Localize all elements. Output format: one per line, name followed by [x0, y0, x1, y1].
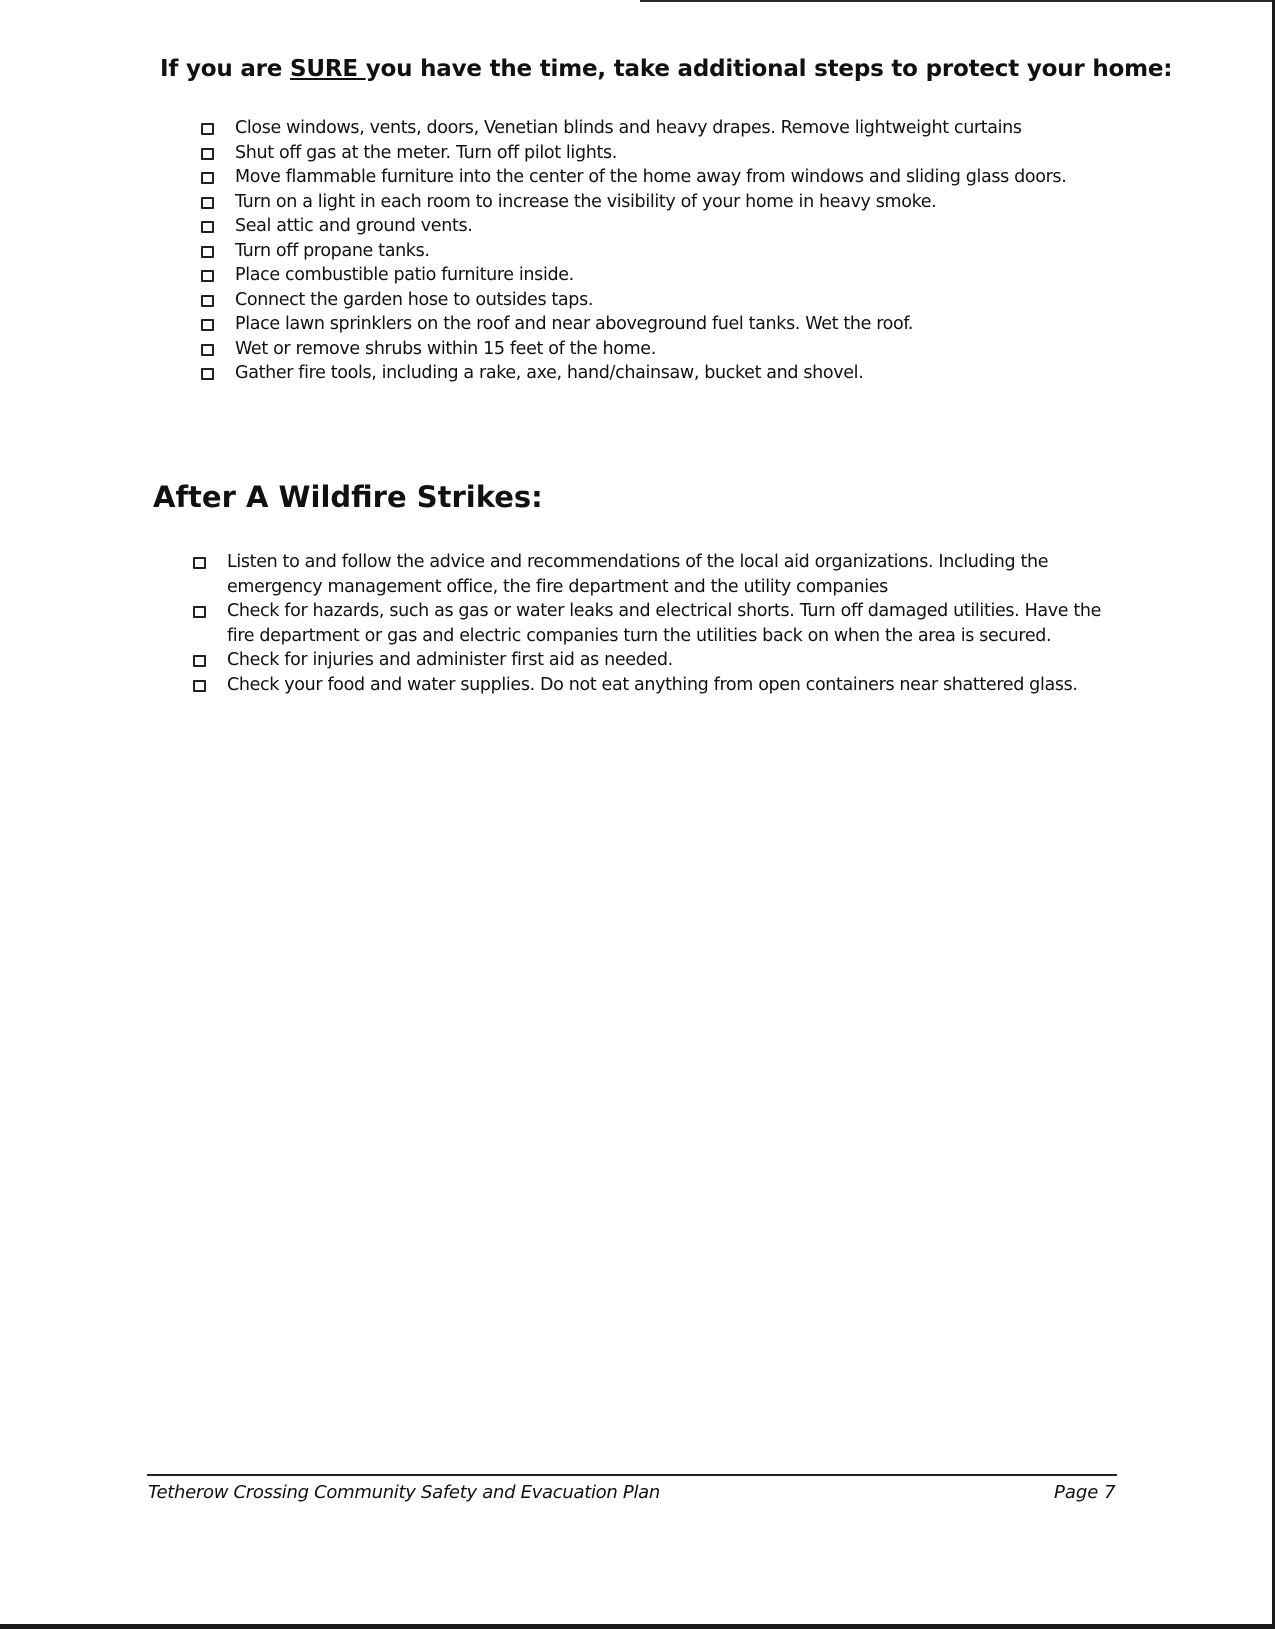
checklist-item-text: Listen to and follow the advice and recommendations of the local aid organizations. Including the emergency management office, the fire department and the utility companies — [227, 552, 1049, 597]
checkbox-icon — [201, 344, 214, 356]
checkbox-icon — [201, 368, 214, 380]
checklist-item — [201, 165, 1101, 190]
steps-heading-emphasis: SURE — [290, 56, 366, 82]
footer-title: Tetherow Crossing Community Safety and Evacuation Plan — [148, 1482, 661, 1503]
checklist-item-text: Check for hazards, such as gas or water leaks and electrical shorts. Turn off damaged utilities. Have the fire department or gas and electric companies turn the utilities back on when the area is secured. — [227, 601, 1102, 646]
checklist-item-text: Close windows, vents, doors, Venetian blinds and heavy drapes. Remove lightweight curtains — [235, 118, 1022, 138]
checklist-item-text: Place lawn sprinklers on the roof and near aboveground fuel tanks. Wet the roof. — [235, 314, 914, 334]
checklist-item — [201, 190, 1101, 215]
steps-checklist — [201, 116, 1101, 386]
after-heading: After A Wildfire Strikes: — [153, 480, 543, 514]
page-edge-bottom — [0, 1624, 1275, 1629]
checklist-item — [193, 550, 1123, 599]
checklist-item-text: Wet or remove shrubs within 15 feet of the home. — [235, 338, 656, 359]
checklist-item-text: Gather fire tools, including a rake, axe, hand/chainsaw, bucket and shovel. — [235, 363, 864, 383]
checkbox-icon — [193, 606, 206, 618]
page-edge-top — [640, 0, 1275, 2]
after-checklist — [193, 550, 1123, 697]
checkbox-icon — [201, 123, 214, 135]
checkbox-icon — [193, 655, 206, 667]
checklist-item — [193, 648, 1123, 673]
checklist-item-text: Turn on a light in each room to increase the visibility of your home in heavy smoke. — [235, 191, 937, 212]
checklist-item — [201, 337, 1101, 362]
checklist-item — [193, 599, 1123, 648]
checklist-item-text: Check for injuries and administer first aid as needed. — [227, 650, 673, 670]
checklist-item-text: Place combustible patio furniture inside. — [235, 265, 574, 285]
checklist-item-text: Connect the garden hose to outsides taps. — [235, 289, 594, 310]
steps-heading — [160, 56, 1172, 82]
checkbox-icon — [201, 221, 214, 233]
checkbox-icon — [201, 197, 214, 209]
checklist-item — [201, 116, 1101, 141]
checklist-item — [201, 214, 1101, 239]
checklist-item — [201, 288, 1101, 313]
checkbox-icon — [201, 246, 214, 258]
checkbox-icon — [193, 680, 206, 692]
checklist-item-text: Move flammable furniture into the center of the home away from windows and sliding glass doors. — [235, 167, 1067, 187]
footer-rule — [147, 1474, 1117, 1476]
checkbox-icon — [201, 270, 214, 282]
checkbox-icon — [201, 319, 214, 331]
checkbox-icon — [201, 172, 214, 184]
checklist-item — [201, 361, 1101, 386]
checkbox-icon — [201, 295, 214, 307]
checklist-item-text: Seal attic and ground vents. — [235, 216, 473, 236]
checklist-item — [201, 263, 1101, 288]
checklist-item — [201, 239, 1101, 264]
checkbox-icon — [193, 557, 206, 569]
steps-heading-after: you have the time, take additional steps to protect your home: — [365, 56, 1173, 82]
page-number: Page 7 — [1054, 1482, 1116, 1503]
checklist-item — [201, 312, 1101, 337]
checklist-item — [193, 673, 1123, 698]
checkbox-icon — [201, 148, 214, 160]
checklist-item-text: Shut off gas at the meter. Turn off pilot lights. — [235, 142, 617, 163]
steps-heading-before: If you are — [160, 56, 291, 82]
checklist-item-text: Turn off propane tanks. — [235, 240, 430, 261]
checklist-item — [201, 141, 1101, 166]
checklist-item-text: Check your food and water supplies. Do not eat anything from open containers near shattered glass. — [227, 674, 1078, 695]
